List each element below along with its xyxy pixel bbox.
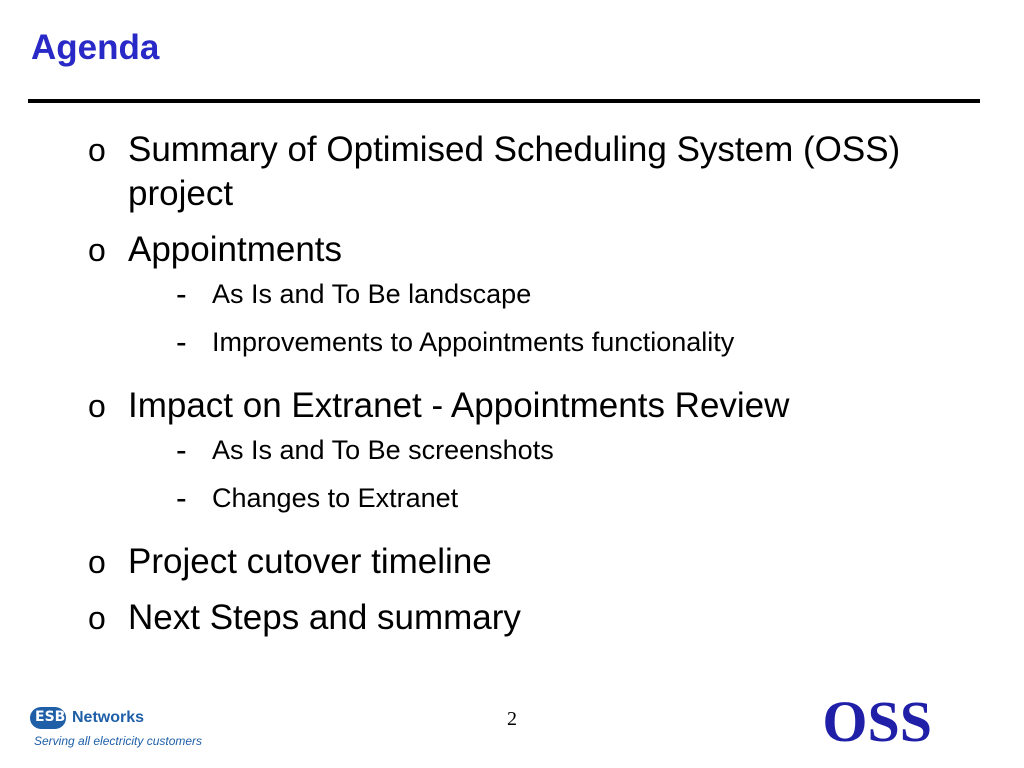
esb-networks-logo	[30, 700, 230, 750]
esb-logo-icon: ESB	[30, 707, 66, 729]
agenda-item-text: Project cutover timeline	[128, 542, 492, 581]
agenda-item	[88, 540, 968, 584]
agenda-subitem-text: Improvements to Appointments functionality	[212, 327, 735, 357]
agenda-subitem-text: Changes to Extranet	[212, 483, 459, 513]
bullet-marker: o	[88, 600, 106, 636]
agenda-subitem	[176, 276, 968, 312]
dash-marker: -	[176, 276, 187, 312]
agenda-subitem	[176, 432, 968, 468]
page-number: 2	[507, 708, 517, 730]
agenda-item	[88, 228, 968, 372]
bullet-marker: o	[88, 232, 106, 268]
agenda-item-text: Summary of Optimised Scheduling System (OSS) project	[128, 130, 901, 213]
agenda-item	[88, 384, 968, 528]
logo-tagline: Serving all electricity customers	[34, 734, 203, 748]
agenda-item	[88, 596, 968, 640]
logo-wordmark: Networks	[72, 709, 145, 726]
bullet-marker: o	[88, 544, 106, 580]
dash-marker: -	[176, 432, 187, 468]
agenda-list	[88, 128, 968, 652]
oss-brand-logo: OSS	[822, 689, 932, 754]
bullet-marker: o	[88, 388, 106, 424]
agenda-subitem-text: As Is and To Be landscape	[212, 279, 532, 309]
agenda-sublist	[128, 276, 968, 360]
agenda-subitem	[176, 324, 968, 360]
agenda-subitem	[176, 480, 968, 516]
agenda-item	[88, 128, 968, 216]
agenda-item-text: Impact on Extranet - Appointments Review	[128, 386, 790, 425]
agenda-item-text: Appointments	[128, 230, 343, 269]
dash-marker: -	[176, 324, 187, 360]
slide-title: Agenda	[31, 28, 160, 67]
agenda-subitem-text: As Is and To Be screenshots	[212, 435, 554, 465]
title-divider	[28, 99, 980, 103]
bullet-marker: o	[88, 132, 106, 168]
agenda-sublist	[128, 432, 968, 516]
agenda-item-text: Next Steps and summary	[128, 598, 521, 637]
dash-marker: -	[176, 480, 187, 516]
